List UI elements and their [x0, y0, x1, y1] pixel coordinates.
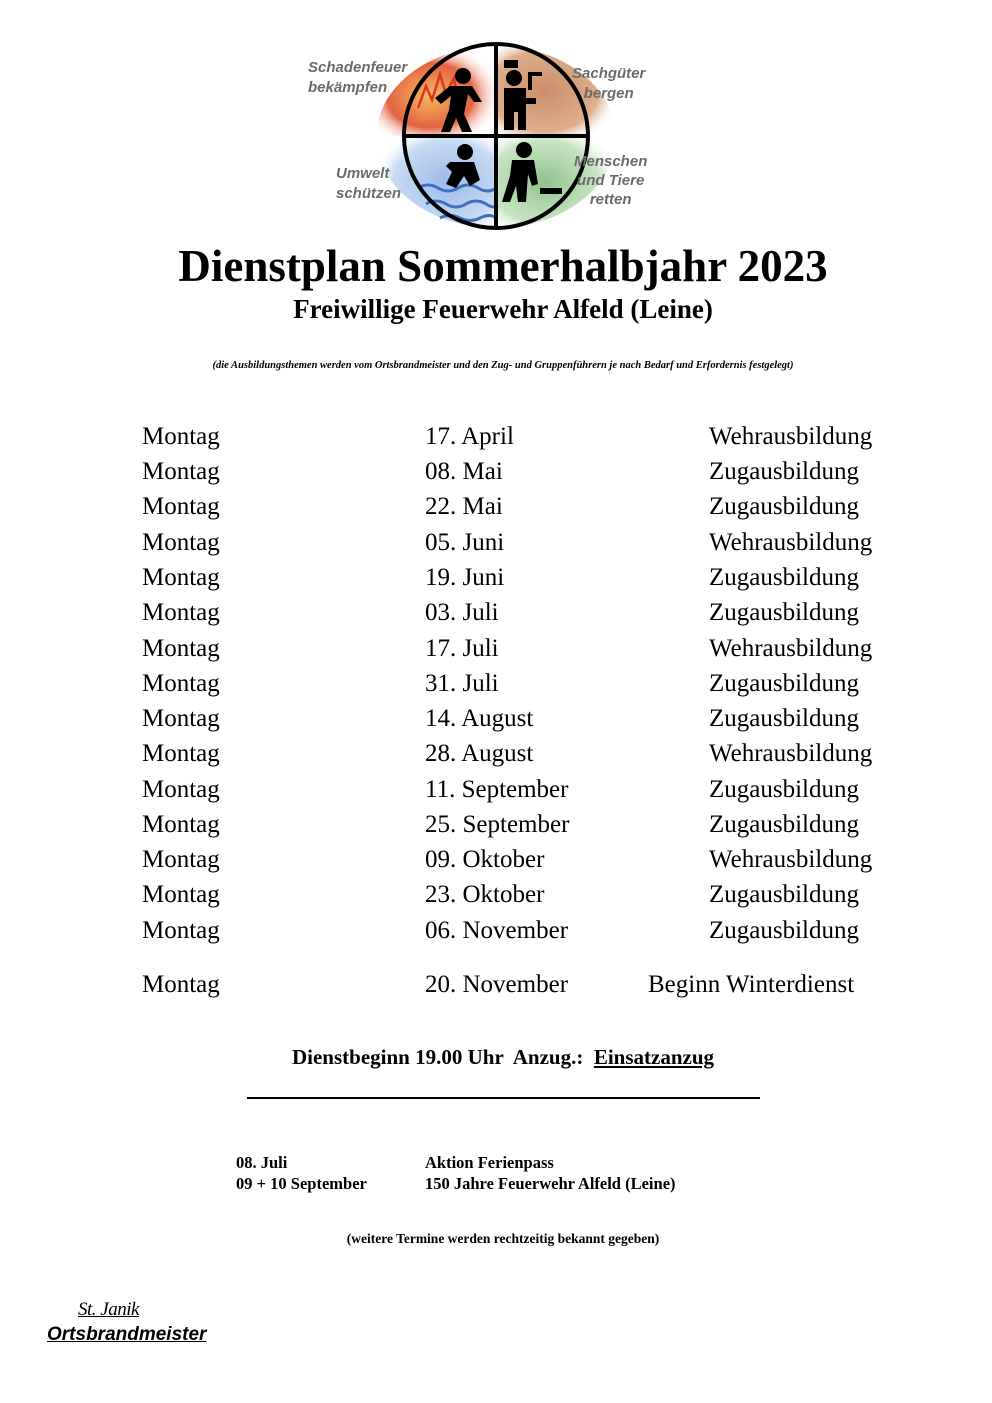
schedule-type: Wehrausbildung: [709, 846, 873, 873]
schedule-type: Wehrausbildung: [709, 529, 873, 556]
schedule-row: [0, 914, 992, 948]
schedule-day: Montag: [142, 740, 220, 767]
emblem-label-line: Sachgüter: [572, 65, 646, 82]
schedule-date: 25. September: [425, 811, 570, 838]
schedule-day: Montag: [142, 599, 220, 626]
schedule-type: Zugausbildung: [709, 881, 859, 908]
service-start-time: Dienstbeginn 19.00 Uhr: [291, 1045, 504, 1069]
schedule-type: Zugausbildung: [709, 917, 859, 944]
schedule-date: 17. April: [425, 423, 514, 450]
schedule-row: [0, 702, 992, 736]
schedule-row: [0, 420, 992, 454]
page-subtitle: Freiwillige Feuerwehr Alfeld (Leine): [293, 294, 713, 324]
schedule-date: 28. August: [425, 740, 534, 767]
emblem-label-rescue: [574, 152, 647, 209]
schedule-type: Wehrausbildung: [709, 635, 873, 662]
emblem-label-environment: [336, 164, 401, 204]
schedule-row: [0, 561, 992, 595]
schedule-type: Zugausbildung: [709, 599, 859, 626]
emblem-label-line: bekämpfen: [308, 79, 388, 96]
schedule-day: Montag: [142, 493, 220, 520]
schedule-type: Wehrausbildung: [709, 740, 873, 767]
emblem-label-line: und Tiere: [577, 172, 645, 189]
event-title: Aktion Ferienpass: [425, 1153, 554, 1172]
schedule-day: Montag: [142, 423, 220, 450]
schedule-day: Montag: [142, 458, 220, 485]
schedule-type: Wehrausbildung: [709, 423, 873, 450]
emblem-label-line: Menschen: [574, 153, 648, 170]
event-date: 08. Juli: [236, 1153, 288, 1172]
schedule-date: 11. September: [425, 776, 569, 803]
schedule-date: 06. November: [425, 917, 569, 944]
schedule-date: 03. Juli: [425, 599, 499, 626]
emblem-label-line: schützen: [336, 185, 402, 202]
schedule-day: Montag: [142, 670, 220, 697]
signature-name: St. Janik: [78, 1299, 139, 1320]
schedule-date: 05. Juni: [425, 529, 505, 556]
schedule-date: 31. Juli: [425, 670, 499, 697]
event-date: 09 + 10 September: [236, 1174, 367, 1193]
schedule-type: Beginn Winterdienst: [648, 971, 855, 998]
schedule-day: Montag: [142, 881, 220, 908]
schedule-row-winter-start: [0, 968, 992, 1002]
page-title: Dienstplan Sommerhalbjahr 2023: [178, 241, 828, 291]
schedule-row: [0, 878, 992, 912]
schedule-date: 20. November: [425, 971, 569, 998]
emblem-label-salvage: [572, 64, 645, 104]
schedule-day: Montag: [142, 564, 220, 591]
emblem-label-line: Schadenfeuer: [308, 59, 408, 76]
schedule-type: Zugausbildung: [709, 564, 859, 591]
schedule-date: 09. Oktober: [425, 846, 545, 873]
schedule-day: Montag: [142, 971, 220, 998]
schedule-day: Montag: [142, 705, 220, 732]
emblem-label-line: Umwelt: [336, 165, 390, 182]
schedule-date: 22. Mai: [425, 493, 503, 520]
schedule-type: Zugausbildung: [709, 811, 859, 838]
schedule-row: [0, 667, 992, 701]
schedule-day: Montag: [142, 776, 220, 803]
schedule-row: [0, 490, 992, 524]
emblem-label-line: bergen: [583, 85, 634, 102]
schedule-date: 17. Juli: [425, 635, 499, 662]
fire-department-emblem: [300, 38, 692, 234]
emblem-label-line: retten: [589, 191, 632, 208]
more-dates-note: (weitere Termine werden rechtzeitig bekannt gegeben): [346, 1231, 660, 1246]
service-start-line: [0, 1043, 992, 1071]
dress-code-label: Anzug.:: [512, 1045, 584, 1069]
schedule-row: [0, 455, 992, 489]
schedule-type: Zugausbildung: [709, 670, 859, 697]
schedule-date: 23. Oktober: [425, 881, 545, 908]
schedule-row: [0, 843, 992, 877]
schedule-day: Montag: [142, 917, 220, 944]
schedule-type: Zugausbildung: [709, 705, 859, 732]
schedule-day: Montag: [142, 529, 220, 556]
schedule-type: Zugausbildung: [709, 493, 859, 520]
signature-role: Ortsbrandmeister: [47, 1324, 207, 1345]
schedule-date: 08. Mai: [425, 458, 503, 485]
dress-code-value: Einsatzanzug: [593, 1045, 715, 1069]
schedule-row: [0, 632, 992, 666]
schedule-day: Montag: [142, 635, 220, 662]
schedule-row: [0, 808, 992, 842]
schedule-date: 14. August: [425, 705, 534, 732]
schedule-type: Zugausbildung: [709, 776, 859, 803]
schedule-row: [0, 526, 992, 560]
event-title: 150 Jahre Feuerwehr Alfeld (Leine): [425, 1174, 676, 1193]
schedule-date: 19. Juni: [425, 564, 505, 591]
schedule-row: [0, 596, 992, 630]
schedule-row: [0, 773, 992, 807]
schedule-type: Zugausbildung: [709, 458, 859, 485]
schedule-row: [0, 737, 992, 771]
schedule-day: Montag: [142, 846, 220, 873]
schedule-day: Montag: [142, 811, 220, 838]
divider-line: [247, 1097, 760, 1099]
training-topics-note: (die Ausbildungsthemen werden vom Ortsbrandmeister und den Zug- und Gruppenführern je nach Bedarf und Erfordernis festgelegt): [212, 360, 794, 371]
emblem-label-fire: [308, 58, 407, 98]
